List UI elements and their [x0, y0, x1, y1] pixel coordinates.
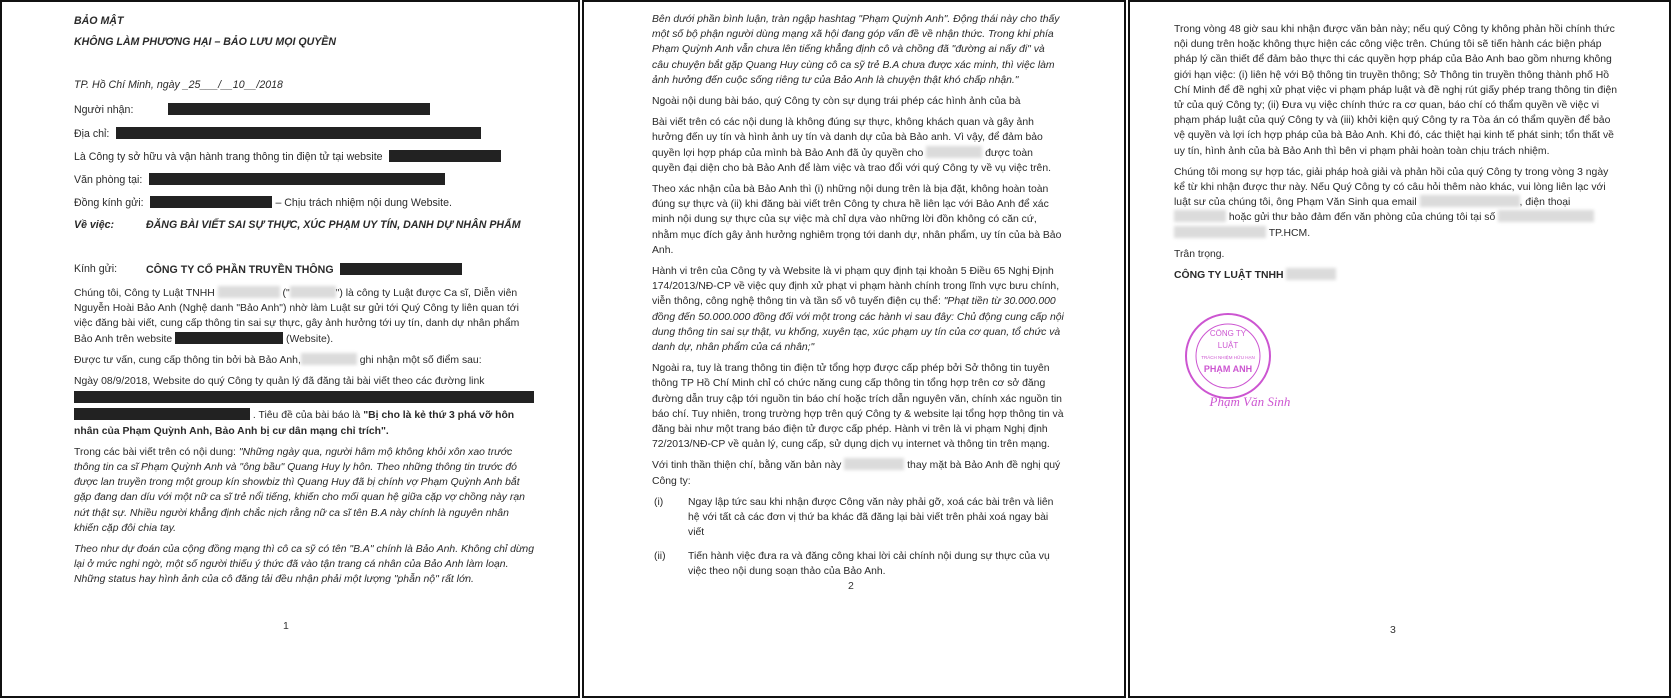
paragraph: Theo xác nhận của bà Bảo Anh thì (i) những nội dung trên là bịa đặt, không hoàn toàn đúng sự thực và (ii) khi đăng bài viết trên Công ty chưa hề liên lạc với Bảo Anh để xác minh nội dung sự thực của sự việc mà chỉ dựa vào những lời đồn không có căn cứ, nhằm mục đích gây ảnh hưởng nghiêm trọng tới danh dự, nhân phẩm, uy tín của bà Bảo Anh. [652, 184, 1062, 256]
paragraph: Trong các bài viết trên có nội dung: "Những ngày qua, người hâm mộ không khỏi xôn xao trước thông tin ca sĩ Phạm Quỳnh Anh và "ông bầu" Quang Huy ly hôn. Theo những thông tin trước đó được lan truyền trong một group kín showbiz thì Quang Huy đã bị chính vợ Phạm Quỳnh Anh bắt gặp đang dan díu với một nữ ca sĩ trẻ nổi tiếng, khiến cho mối quan hệ giữa cặp vợ chồng này rạn nứt thật sự. Nhiều người khẳng định chắc nịch rằng nữ ca sĩ tên B.A này chính là nguyên nhân khiến cặp đôi chia tay. [74, 446, 525, 534]
page-number: 1 [283, 620, 289, 632]
office-label: Văn phòng tại: [74, 174, 143, 186]
recipient-row [74, 103, 430, 116]
salutation-label: Kính gửi: [74, 263, 118, 275]
paragraph: Với tinh thần thiện chí, bằng văn bản này thay mặt bà Bảo Anh đề nghị quý Công ty: [652, 460, 1061, 487]
paragraph: Ngoài nội dung bài báo, quý Công ty còn sự dụng trái phép các hình ảnh của bà [652, 96, 1021, 108]
paragraph: Ngoài ra, tuy là trang thông tin điện tử tổng hợp được cấp phép bởi Sở thông tin tuyên thông TP Hồ Chí Minh chỉ có chức năng cung cấp thông tin tổng hợp trên cơ sở đăng đường dẫn truy cập tới nguồn tin báo chí hoặc trích dẫn nguyên văn, chính xác nguồn tin báo chí. Tuy nhiên, trong trường hợp trên quý Công ty & website lại tổng hợp thông tin và đăng bài như một trang báo điện tử được cấp phép. Hành vi trên là vi phạm Nghị định 72/2013/NĐ-CP về quản lý, cung cấp, sử dụng dịch vụ internet và thông tin trên mạng. [652, 363, 1064, 451]
letter-date: TP. Hồ Chí Minh, ngày _25___/__10__/2018 [74, 79, 283, 91]
svg-text:LUẬT: LUẬT [1217, 341, 1239, 350]
redaction-block [175, 332, 283, 344]
redaction-block [340, 263, 462, 275]
owner-line: Là Công ty sở hữu và vận hành trang thông tin điện tử tại website [74, 151, 383, 163]
confidential-header: BẢO MẬT [74, 15, 124, 27]
redaction-block [149, 173, 445, 185]
signatory-company: CÔNG TY LUẬT TNHH [1174, 268, 1618, 283]
cc-suffix: – Chịu trách nhiệm nội dung Website. [275, 197, 452, 209]
paragraph: Ngày 08/9/2018, Website do quý Công ty quản lý đã đăng tải bài viết theo các đường link . Tiêu đề của bài báo là "Bị cho là kẻ thứ 3 phá vỡ hôn nhân của Phạm Quỳnh Anh, Bảo Anh bị cư dân mạng chỉ trích". [74, 374, 534, 439]
paragraph: Bài viết trên có các nội dung là không đúng sự thực, không khách quan và gây ảnh hưởng đến uy tín và hình ảnh uy tín và danh dự của bà Bảo anh. Vì vậy, để đảm bảo quyền lợi hợp pháp của mình bà Bảo Anh đã ủy quyền cho được toàn quyền đại diện cho bà Bảo Anh để làm việc và trao đổi với quý Công ty về vụ việc trên. [652, 117, 1052, 174]
blurred-text [301, 353, 357, 365]
blurred-text [290, 286, 336, 298]
paragraph: Chúng tôi mong sự hợp tác, giải pháp hoà giải và phản hồi của quý Công ty trong vòng 3 ngày kể từ khi nhận được thư này. Nếu Quý Công ty có câu hỏi thêm nào khác, vui lòng liên lạc với luật sư của chúng tôi, ông Phạm Văn Sinh qua email , điện thoại hoặc gửi thư bảo đảm đến văn phòng của chúng tôi tại số TP.HCM. [1174, 166, 1609, 239]
salutation-row [74, 263, 334, 276]
body-page-1 [74, 286, 534, 594]
address-label: Địa chỉ: [74, 128, 110, 140]
cc-row [74, 196, 452, 209]
without-prejudice-header: KHÔNG LÀM PHƯƠNG HẠI – BẢO LƯU MỌI QUYỀN [74, 36, 337, 48]
blurred-text [1174, 210, 1226, 222]
redaction-block [74, 391, 534, 403]
subject-label: Về việc: [74, 219, 115, 231]
paragraph: Bên dưới phần bình luận, tràn ngập hashtag "Phạm Quỳnh Anh". Động thái này cho thấy một số bộ phận người dùng mạng xã hội đang góp vấn đề về nhận thức. Trong khi phía Phạm Quỳnh Anh vẫn chưa lên tiếng khẳng định cô và chồng đã "đường ai nấy đi" và câu chuyện bắt gặp Quang Huy cùng cô ca sỹ trẻ B.A chưa được xác minh, thì việc làm ảnh hưởng đến cuộc sống riêng tư của Bảo Anh là chuyện thật khó chấp nhận." [652, 14, 1060, 86]
letter-page-2 [582, 0, 1126, 698]
paragraph: Hành vi trên của Công ty và Website là vi phạm quy định tại khoản 5 Điều 65 Nghị Định 174/2013/NĐ-CP về việc quy định xử phạt vi phạm hành chính trong lĩnh vực bưu chính, viễn thông, công nghệ thông tin và tần số vô tuyến điện cụ thể: "Phạt tiền từ 30.000.000 đồng đến 50.000.000 đồng đối với một trong các hành vi sau đây: Chủ động cung cấp nội dung thông tin sai sự thật, vu khống, xuyên tạc, xúc phạm uy tín của cơ quan, tổ chức và danh dự, nhân phẩm của cá nhân;" [652, 266, 1064, 354]
salutation-company: CÔNG TY CỔ PHẦN TRUYỀN THÔNG [146, 263, 462, 276]
blurred-text [1174, 226, 1266, 238]
handwritten-signature: Phạm Văn Sinh [1209, 394, 1291, 409]
blurred-text [844, 458, 904, 470]
blurred-text [218, 286, 280, 298]
paragraph: Theo như dự đoán của cộng đồng mạng thì cô ca sỹ có tên "B.A" chính là Bảo Anh. Không chỉ dừng lại ở mức nghi ngờ, một số người thiếu ý thức đã vào tận trang cá nhân của Bảo Anh làm loạn. Những status hay hình ảnh của cô đăng tải đều nhận phải một lượng "phẫn nộ" rất lớn. [74, 544, 534, 586]
closing: Trân trọng. [1174, 248, 1225, 260]
page-number: 3 [1390, 624, 1396, 636]
address-row [74, 127, 481, 140]
blurred-text [1420, 195, 1520, 207]
company-seal-stamp [1180, 308, 1350, 418]
letter-page-3 [1128, 0, 1671, 698]
blurred-text [926, 146, 982, 158]
page-number: 2 [848, 580, 854, 592]
body-page-2 [652, 12, 1064, 579]
recipient-label: Người nhận: [74, 104, 134, 116]
redaction-block [116, 127, 481, 139]
office-row [74, 173, 445, 186]
blurred-text [1286, 268, 1336, 280]
redaction-block [168, 103, 430, 115]
list-item: (ii) Tiến hành việc đưa ra và đăng công khai lời cải chính nội dung sự thực của vụ việc theo nội dung soạn thảo của Bảo Anh. [654, 550, 1050, 577]
owner-row [74, 150, 501, 163]
svg-text:TRÁCH NHIỆM HỮU HẠN: TRÁCH NHIỆM HỮU HẠN [1201, 355, 1255, 360]
svg-text:CÔNG TY: CÔNG TY [1209, 329, 1247, 338]
redaction-block [150, 196, 272, 208]
letter-page-1 [0, 0, 580, 698]
cc-label: Đồng kính gửi: [74, 197, 144, 209]
body-page-3 [1174, 22, 1618, 289]
paragraph: Trong vòng 48 giờ sau khi nhận được văn bản này; nếu quý Công ty không phản hồi chính thức nội dung trên hoặc không thực hiện các công việc trên. Chúng tôi sẽ tiến hành các biện pháp pháp lý cần thiết để đảm bảo thực thi các quyền hợp pháp của Bảo Anh bao gồm nhưng không giới hạn việc: (i) liên hệ với Bộ thông tin truyền thông; Sở Thông tin truyền thông thành phố Hồ Chí Minh để đề nghị xử phạt việc vi phạm pháp luật và đề nghị rút giấy phép trang thông tin điện tử của quý Công ty; (ii) Đưa vụ việc chính thức ra cơ quan, báo chí có thẩm quyền về việc vi phạm pháp luật của quý Công ty và (iii) khởi kiện quý Công ty ra Tòa án có thẩm quyền để bảo vệ quyền và lợi ích hợp pháp của bà Bảo Anh. Khi đó, các thiệt hại kinh tế phát sinh; tổn thất về uy tín, hình ảnh của bà Bảo Anh thì bên vi phạm phải hoàn toàn chịu trách nhiệm. [1174, 24, 1618, 157]
paragraph: Chúng tôi, Công ty Luật TNHH (" ") là công ty Luật được Ca sĩ, Diễn viên Nguyễn Hoài Bảo Anh (Nghệ danh "Bảo Anh") nhờ làm Luật sư gửi tới Quý Công ty liên quan tới việc đăng bài viết, cung cấp thông tin sai sự thực, gây ảnh hưởng tới uy tín, danh dự nhân phẩm Bảo Anh trên website (Website). [74, 288, 520, 345]
list-item: (i) Ngay lập tức sau khi nhận được Công văn này phải gỡ, xoá các bài trên và liên hệ với tất cả các đơn vị thứ ba khác đã đăng lại bài viết trên phải xoá ngay bài viết [654, 496, 1054, 539]
paragraph: Được tư vấn, cung cấp thông tin bởi bà Bảo Anh, ghi nhận một số điểm sau: [74, 354, 482, 366]
redaction-block [74, 408, 250, 420]
svg-text:PHẠM ANH: PHẠM ANH [1203, 364, 1253, 374]
blurred-text [1498, 210, 1594, 222]
redaction-block [389, 150, 501, 162]
subject-row [74, 219, 521, 231]
subject-text: ĐĂNG BÀI VIẾT SAI SỰ THỰC, XÚC PHẠM UY TÍN, DANH DỰ NHÂN PHẨM [146, 219, 521, 231]
